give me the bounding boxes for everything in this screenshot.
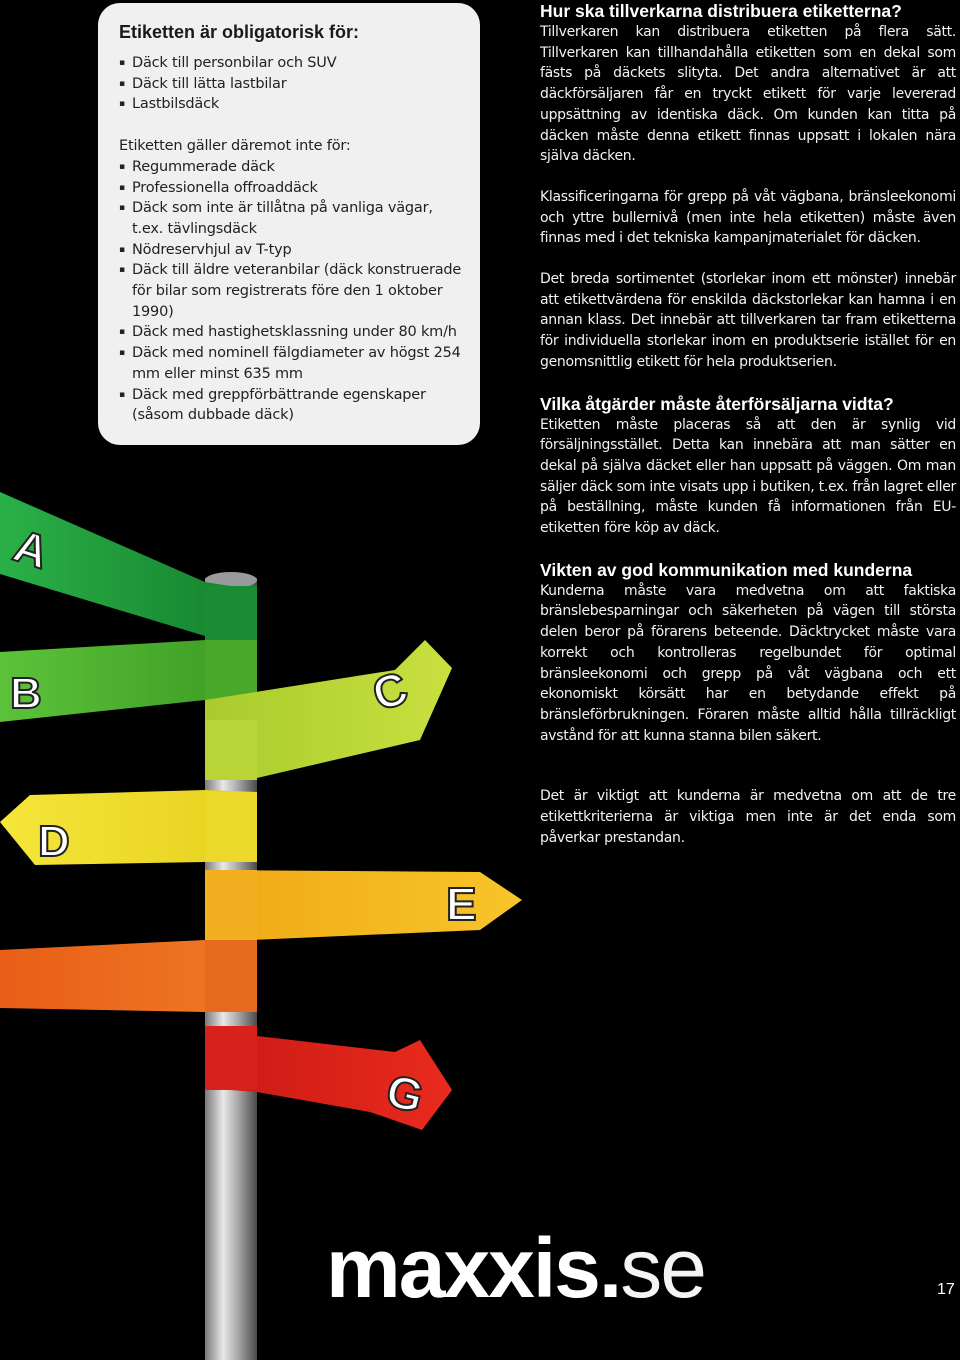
list-item: ▪ Däck med hastighetsklassning under 80 km/h [119, 322, 466, 343]
mandatory-list [119, 53, 466, 115]
logo-dot: . [598, 1221, 621, 1315]
article-text-column [540, 0, 956, 849]
list-item: ▪ Däck till äldre veteranbilar (däck konstruerade för bilar som registrerats före den 1 oktober 1990) [119, 260, 466, 322]
sign-letter-g: G [381, 1063, 429, 1123]
list-item: ▪ Däck till personbilar och SUV [119, 53, 466, 74]
maxxis-logo [326, 1223, 705, 1313]
list-item: ▪ Professionella offroaddäck [119, 178, 466, 199]
section-title: Vikten av god kommunikation med kunderna [540, 559, 913, 580]
box-title: Etiketten är obligatorisk för: [119, 22, 360, 42]
list-item: ▪ Nödreservhjul av T-typ [119, 240, 466, 261]
logo-bold: maxxis [326, 1221, 599, 1315]
list-item: ▪ Däck med greppförbättrande egenskaper (såsom dubbade däck) [119, 385, 466, 426]
section-title: Hur ska tillverkarna distribuera etiketterna? [540, 1, 902, 21]
paragraph: Det är viktigt att kunderna är medvetna om att de tre etikettkriterierna är viktiga men inte är det enda som påverkar prestandan. [540, 788, 956, 846]
logo-thin: se [620, 1221, 705, 1315]
list-item: ▪ Regummerade däck [119, 157, 466, 178]
sign-letter-b: B [10, 669, 42, 718]
section-title: Vilka åtgärder måste återförsäljarna vidta? [540, 393, 894, 414]
list-item: ▪ Däck som inte är tillåtna på vanliga vägar, t.ex. tävlingsdäck [119, 198, 466, 239]
page-number: 17 [937, 1281, 955, 1298]
paragraph: Etiketten måste placeras så att den är synlig vid försäljningsstället. Detta kan innebära att man sätter en dekal på själva däcket eller han uppsatt på väggen. Om man säljer däck som inte visats upp i butiken, t.ex. från lagret eller på beställning, måste kunden få informationen från EU-etiketten före köp av däck. [540, 416, 956, 537]
sign-letter-d: D [38, 817, 70, 866]
label-scope-info-box [98, 3, 480, 445]
paragraph: Det breda sortimentet (storlekar inom ett mönster) innebär att etikettvärdena för enskilda däckstorlekar kan hamna i en annan klass. Det innebär att tillverkaren tar fram etiketterna för individuella storlekar inom en produktserie istället för en genomsnittlig etikett för hela produktserien. [540, 271, 956, 370]
sign-letter-a: A [7, 518, 56, 579]
sign-f [0, 940, 257, 1012]
list-item: ▪ Däck till lätta lastbilar [119, 74, 466, 95]
paragraph: Tillverkaren kan distribuera etiketten på flera sätt. Tillverkaren kan tillhandahålla etiketten som en dekal som fästs på däckets slityta. Det andra alternativet är att däckförsäljaren får en tryckt etikett för varje levererad uppsättning av identiska däck. Om kunden kan titta på däcken måste denna etikett finnas uppsatt i lokalen nära själva däcken. [540, 24, 956, 165]
list-item: ▪ Lastbilsdäck [119, 94, 466, 115]
exempt-title: Etiketten gäller däremot inte för: [119, 138, 351, 155]
sign-letter-c: C [366, 660, 414, 721]
exempt-list [119, 157, 466, 426]
paragraph: Klassificeringarna för grepp på våt vägbana, bränsleekonomi och yttre bullernivå (men inte hela etiketten) måste även finnas med i det tekniska kampanjmaterialet för däcken. [540, 188, 956, 247]
paragraph: Kunderna måste vara medvetna om att faktiska bränslebesparningar och säkerheten på vägen till största delen beror på förarens beteende. Däcktrycket måste vara korrekt och kontrolleras regelbundet för optimal bränsleekonomi och grepp på våt vägbana och ett ekonomiskt körsätt har en betydande effekt på bränsleförbrukningen. Föraren måste alltid hålla tillräckligt avstånd för att kunna stanna bilen säkert. [540, 582, 956, 744]
sign-letter-e: E [446, 878, 477, 930]
list-item: ▪ Däck med nominell fälgdiameter av högst 254 mm eller minst 635 mm [119, 343, 466, 384]
